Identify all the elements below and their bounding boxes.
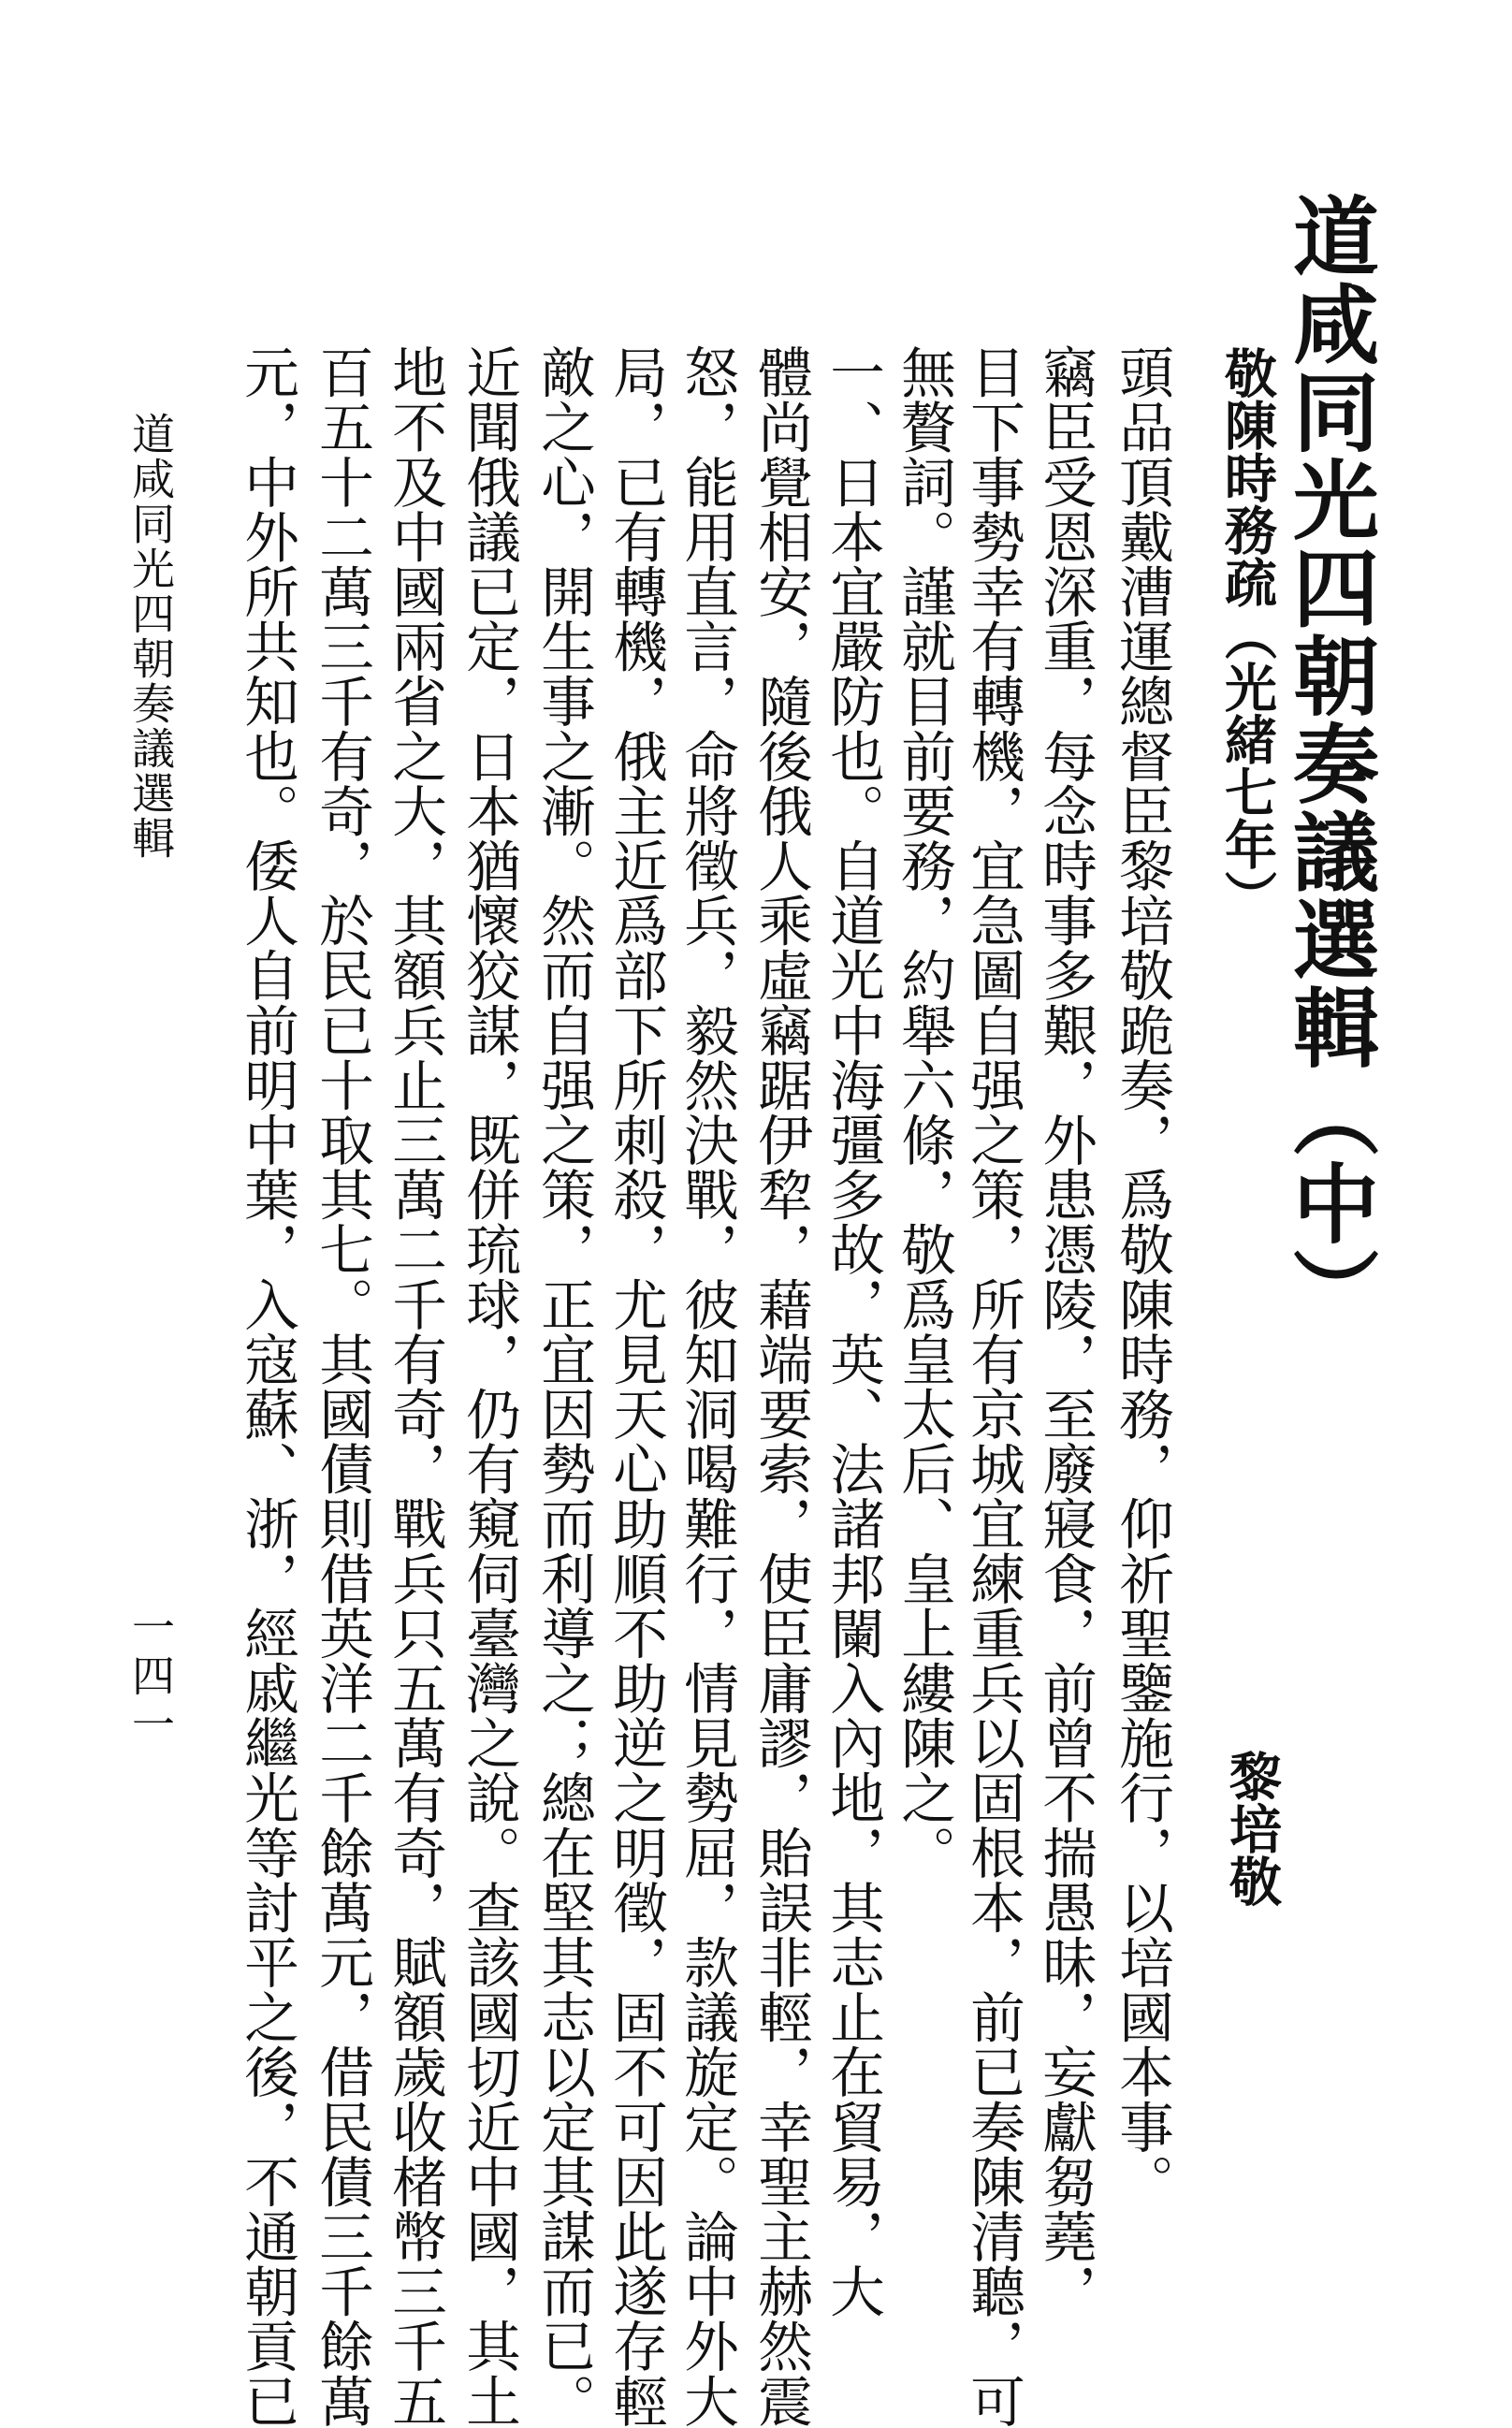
- body-column: 百五十二萬三千有奇，於民已十取其七。其國債則借英洋二千餘萬元，借民債三千餘萬: [310, 344, 374, 2428]
- author-name: 黎培敬: [1221, 1750, 1283, 1907]
- body-column: 竊臣受恩深重，每念時事多艱，外患憑陵，至廢寢食，前曾不揣愚昧，妄獻芻蕘，: [1033, 344, 1098, 2319]
- running-head: 道咸同光四朝奏議選輯: [125, 412, 176, 861]
- body-column: 一、日本宜嚴防也。自道光中海彊多故，英、法諸邦闌入內地，其志止在貿易，大: [821, 344, 885, 2319]
- memorial-date: （光緒七年）: [1216, 608, 1278, 923]
- page-number: 一四一: [125, 1605, 176, 1751]
- body-column: 怒，能用直言，命將徵兵，毅然決戰，彼知洞喝難行，情見勢屈，款議旋定。論中外大: [675, 344, 739, 2428]
- body-column: 無贅詞。謹就目前要務，約舉六條，敬爲皇太后、皇上縷陳之。: [892, 344, 956, 1880]
- body-column: 元，中外所共知也。倭人自前明中葉，入寇蘇、浙，經戚繼光等討平之後，不通朝貢已: [235, 344, 299, 2428]
- body-column: 地不及中國兩省之大，其額兵止三萬二千有奇，戰兵只五萬有奇，賦額歲收楮幣三千五: [383, 344, 447, 2428]
- body-column: 敵之心，開生事之漸。然而自强之策，正宜因勢而利導之；總在堅其志以定其謀而已。: [531, 344, 596, 2428]
- body-column: 局，已有轉機，俄主近爲部下所刺殺，尤見天心助順不助逆之明徵，固不可因此遂存輕: [603, 344, 668, 2428]
- body-column: 近聞俄議已定，日本猶懷狡謀，既併琉球，仍有窺伺臺灣之說。查該國切近中國，其土: [457, 344, 521, 2428]
- body-column: 目下事勢幸有轉機，宜急圖自强之策，所有京城宜練重兵以固根本，前已奏陳清聽，可: [961, 344, 1025, 2428]
- book-title: 道咸同光四朝奏議選輯（中）: [1279, 192, 1380, 1335]
- body-column: 頭品頂戴漕運總督臣黎培敬跪奏，爲敬陳時務，仰祈聖鑒施行，以培國本事。: [1110, 344, 1174, 2209]
- memorial-title: [1216, 346, 1278, 923]
- body-column: 體尚覺相安，隨後俄人乘虛竊踞伊犂，藉端要索，使臣庸謬，貽誤非輕，幸聖主赫然震: [749, 344, 813, 2428]
- memorial-title-text: 敬陳時務疏: [1216, 346, 1278, 608]
